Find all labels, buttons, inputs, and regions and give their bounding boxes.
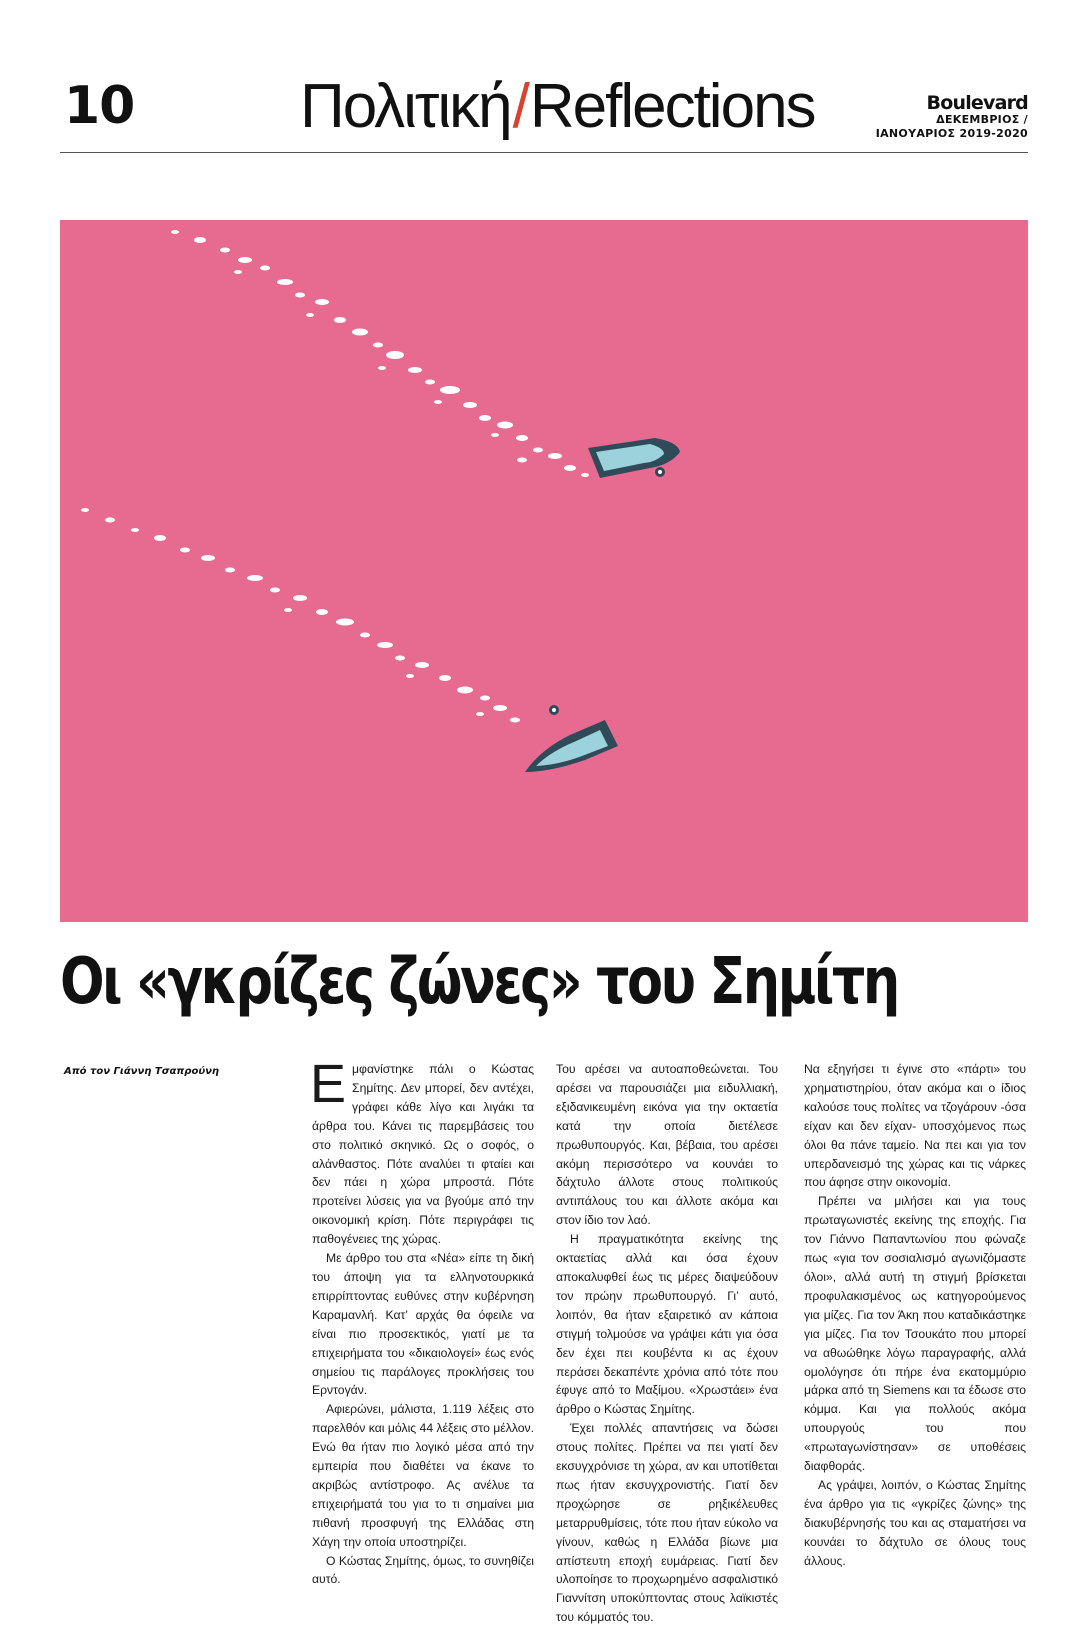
section-slash: / — [512, 72, 528, 141]
page-number: 10 — [64, 76, 135, 136]
header-divider — [60, 152, 1028, 153]
paragraph: Να εξηγήσει τι έγινε στο «πάρτι» του χρηματιστηρίου, όταν ακόμα και ο ίδιος καλούσε τους πολίτες να τζογάρουν -όσα είχαν και δεν είχαν- υποσχόμενος πως όλοι θα πάνε ταμείο. Να πει και για τον υπερδανεισμό της χώρας και τις νάρκες που άφησε στην οικονομία. — [804, 1062, 1026, 1190]
paragraph: Πρέπει να μιλήσει και για τους πρωταγωνιστές εκείνης της εποχής. Για τον Γιάννο Παπαντωνίου που φώναζε πως «για τον σοσιαλισμό αγωνιζόμαστε όλοι», αλλά αυτή τη στιγμή βρίσκεται προφυλακισμένος ως κατηγορούμενος για μίζες. Για τον Άκη που καταδικάστηκε για μίζες. Για τον Τσουκάτο που μπορεί να αθωώθηκε λόγω παραγραφής, αλλά ομολόγησε ότι πήρε ένα εκατομμύριο μάρκα από τη Siemens και τα έδωσε στο κόμμα. Και για πολλούς ακόμα υπουργούς του που «πρωταγωνίστησαν» σε υποθέσεις διαφθοράς. — [804, 1194, 1026, 1474]
brand-logo: Boulevard — [926, 92, 1028, 114]
section-title — [300, 72, 815, 141]
byline: Από τον Γιάννη Τσαπρούνη — [64, 1066, 220, 1077]
paragraph-text: μφανίστηκε πάλι ο Κώστας Σημίτης. Δεν μπορεί, δεν αντέχει, γράφει κάθε λίγο και λιγάκι τα άρθρα του. Κάνει τις παρεμβάσεις του στο πολιτικό σκηνικό. Ως ο σοφός, ο αλάνθαστος. Πότε αναλύει τι φταίει και δεν πάει η χώρα μπροστά. Πότε προτείνει λύσεις για να βγούμε από την οικονομική κρίση. Πότε περιγράφει τις παθογένειες της χώρας. — [312, 1062, 534, 1247]
section-name-english: Reflections — [529, 72, 815, 141]
issue-date-line1: ΔΕΚΕΜΒΡΙΟΣ / — [936, 113, 1028, 126]
article-headline: Οι «γκρίζες ζώνες» του Σημίτη — [60, 945, 898, 1019]
section-name-greek: Πολιτική — [300, 72, 511, 141]
issue-date-line2: ΙΑΝΟΥΑΡΙΟΣ 2019-2020 — [875, 127, 1028, 140]
article-column-2 — [556, 1060, 778, 1627]
paragraph: Του αρέσει να αυτοαποθεώνεται. Του αρέσει να παρουσιάζει μια ειδυλλιακή, εξιδανικευμένη εικόνα για την οκταετία κατά την οποία διετέλεσε πρωθυπουργός. Και, βέβαια, του αρέσει ακόμη περισσότερο να κουνάει το δάχτυλο άλλοτε στους πολιτικούς αντιπάλους του και άλλοτε ακόμα και στον ίδιο τον λαό. — [556, 1062, 778, 1228]
illustration — [60, 220, 1028, 922]
paragraph: Με άρθρο του στα «Νέα» είπε τη δική του άποψη για τα ελληνοτουρκικά επιρρίπτοντας ευθύνες στην κυβέρνηση Καραμανλή. Κατ’ αρχάς θα όφειλε να είναι πιο προσεκτικός, γιατί με τα επιχειρήματα του «δικαιολογεί» έως ενός σημείου τις παράλογες προκλήσεις του Ερντογάν. — [312, 1251, 534, 1398]
masthead — [876, 94, 1028, 141]
paragraph: Αφιερώνει, μάλιστα, 1.119 λέξεις στο παρελθόν και μόλις 44 λέξεις στο μέλλον. Ενώ θα ήταν πιο λογικό μέσα από την εμπειρία που διαθέτει να έκανε το ακριβώς αντίστροφο. Ας ανέλυε τα επιχειρήματά του για το τι σημαίνει μια πιθανή προσφυγή της Ελλάδας στη Χάγη την οποία υποστηρίζει. — [312, 1402, 534, 1549]
paragraph — [310, 1054, 534, 1249]
paragraph: Ας γράψει, λοιπόν, ο Κώστας Σημίτης ένα άρθρο για τις «γκρίζες ζώνης» της διακυβέρνησής του και ας σταματήσει να κουνάει το δάχτυλο σε όλους τους άλλους. — [804, 1477, 1026, 1568]
drop-cap: Ε — [310, 1054, 347, 1114]
boats-illustration — [60, 220, 1028, 922]
article-column-3 — [804, 1060, 1026, 1570]
paragraph: Η πραγματικότητα εκείνης της οκταετίας αλλά και όσα έχουν αποκαλυφθεί έως τις μέρες διαψεύδουν τον πρώην πρωθυπουργό. Γι’ αυτό, λοιπόν, θα ήταν εξαιρετικό αν κάποια στιγμή τολμούσε να γράψει κάτι για όσα δεν έχει πει κουβέντα κι ας έχουν περάσει δεκαπέντε χρόνια από τότε που έφυγε από το Μαξίμου. «Χρωστάει» ένα άρθρο ο Κώστας Σημίτης. — [556, 1232, 778, 1417]
paragraph: Ο Κώστας Σημίτης, όμως, το συνηθίζει αυτό. — [312, 1553, 534, 1587]
paragraph: Έχει πολλές απαντήσεις να δώσει στους πολίτες. Πρέπει να πει γιατί δεν εκσυγχρόνισε τη χώρα, αν και υποτίθεται πως ήταν εκσυγχρονιστής. Γιατί δεν προχώρησε σε ρηξικέλευθες μεταρρυθμίσεις, τότε που ήταν εύκολο να γίνουν, καθώς η Ελλάδα βίωνε μια απίστευτη εποχή ευμάρειας. Γιατί δεν υλοποίησε το προχωρημένο ασφαλιστικό Γιαννίτση υποκύπτοντας στους λαϊκιστές του κόμματός του. — [556, 1421, 778, 1625]
article-column-1 — [310, 1054, 534, 1589]
